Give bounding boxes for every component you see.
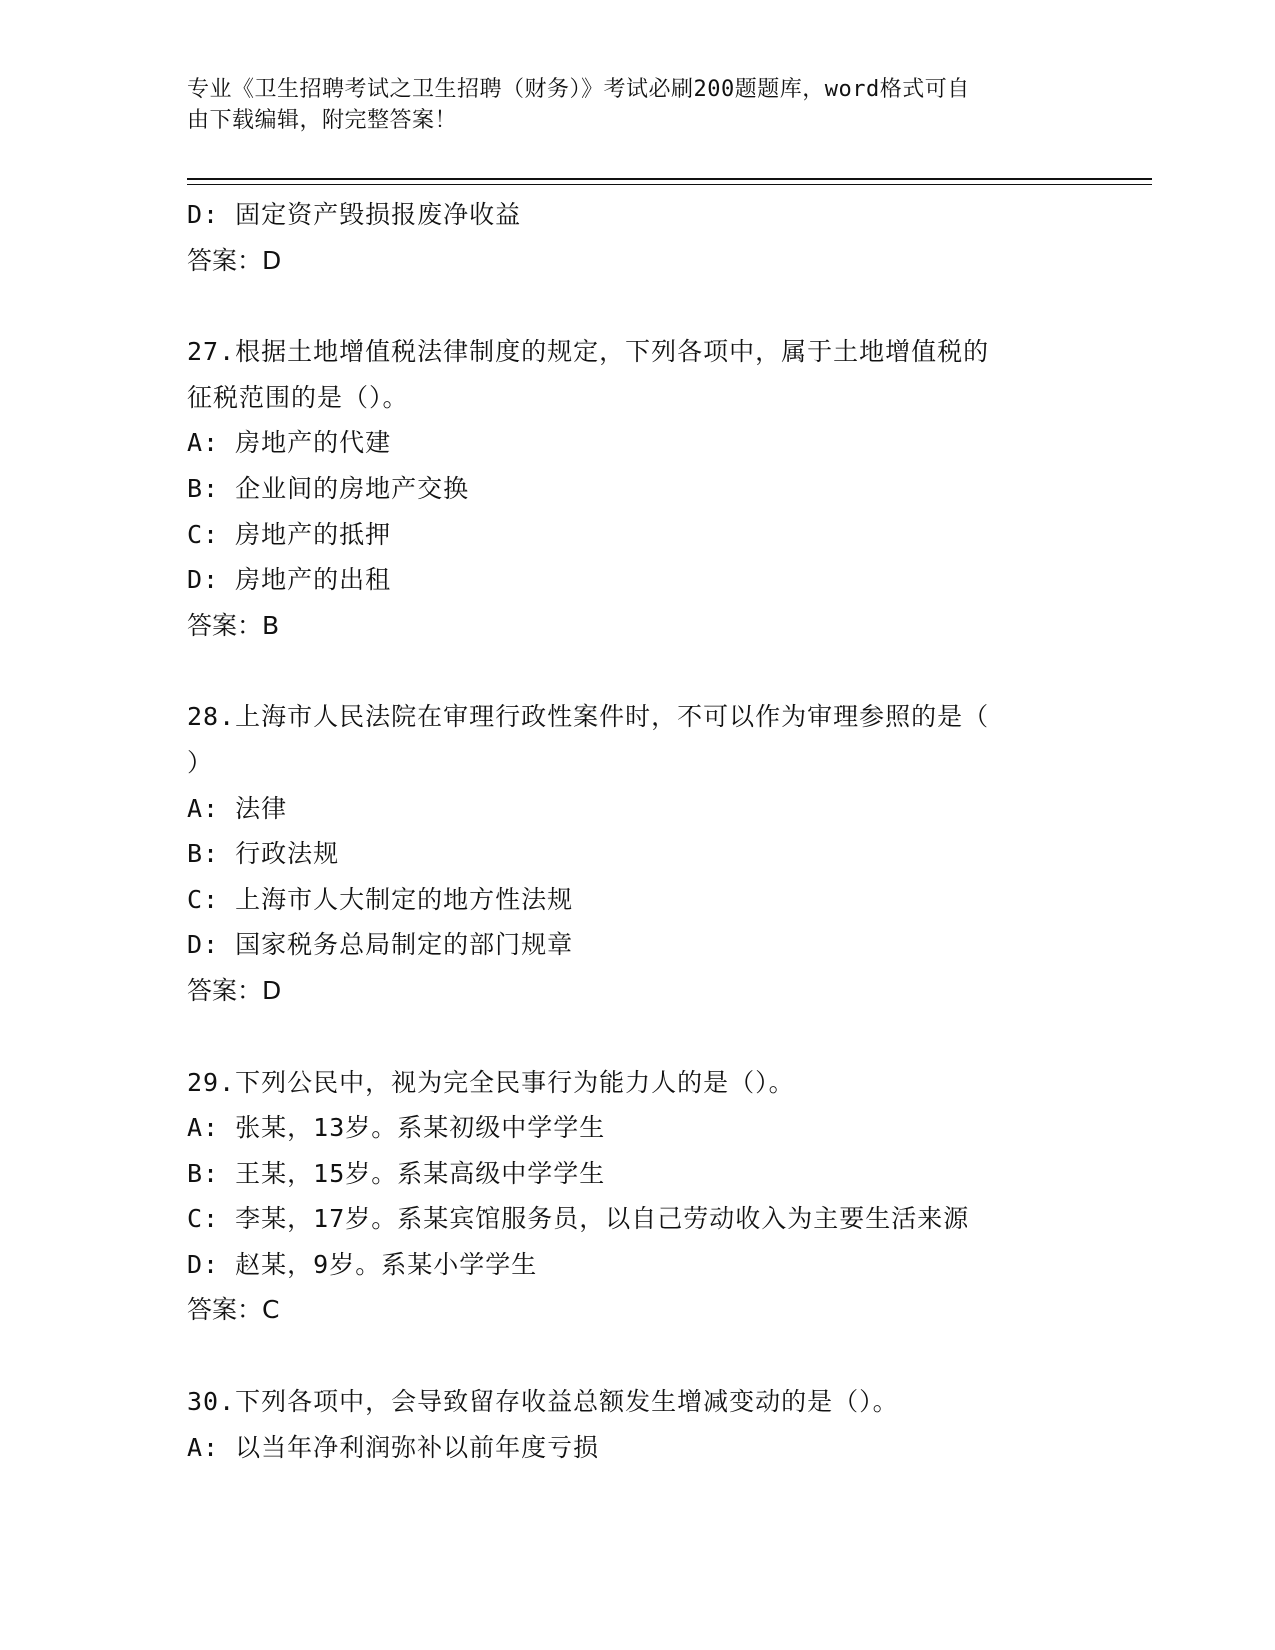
answer-line: 答案：D [187,975,282,1005]
document-header [187,74,1067,136]
option-line: B: 王某，15岁。系某高级中学学生 [187,1158,606,1188]
header-line-2: 由下载编辑，附完整答案！ [187,108,458,133]
question-stem: 29.下列公民中，视为完全民事行为能力人的是（）。 [187,1067,795,1097]
option-line: C: 房地产的抵押 [187,519,392,549]
option-line: A: 以当年净利润弥补以前年度亏损 [187,1432,600,1462]
answer-line: 答案：D [187,245,282,275]
answer-line: 答案：B [187,610,280,640]
question-stem: 30.下列各项中，会导致留存收益总额发生增减变动的是（）。 [187,1387,899,1417]
question-block-29 [187,1060,1107,1334]
header-line-1: 专业《卫生招聘考试之卫生招聘（财务）》考试必刷200题题库，word格式可自 [187,77,970,102]
option-line: D: 房地产的出租 [187,565,392,595]
option-line: D: 固定资产毁损报废净收益 [187,200,522,229]
question-block-27 [187,329,1107,648]
question-stem: ） [187,747,214,777]
answer-line: 答案：C [187,1295,280,1325]
option-line: B: 行政法规 [187,839,340,869]
option-line: A: 张某，13岁。系某初级中学学生 [187,1113,606,1143]
question-stem: 27.根据土地增值税法律制度的规定，下列各项中，属于土地增值税的 [187,337,990,367]
question-block-26-tail [187,192,1107,283]
question-stem: 28.上海市人民法院在审理行政性案件时，不可以作为审理参照的是（ [187,702,990,732]
question-block-28 [187,694,1107,1013]
option-line: C: 上海市人大制定的地方性法规 [187,884,574,914]
option-line: D: 赵某，9岁。系某小学学生 [187,1249,538,1279]
option-line: D: 国家税务总局制定的部门规章 [187,930,574,960]
question-list [187,192,1107,1470]
option-line: A: 法律 [187,793,288,823]
header-divider-thin [187,184,1152,185]
question-stem: 征税范围的是（）。 [187,382,409,412]
option-line: B: 企业间的房地产交换 [187,473,470,503]
option-line: C: 李某，17岁。系某宾馆服务员，以自己劳动收入为主要生活来源 [187,1204,970,1234]
question-block-30 [187,1379,1107,1470]
option-line: A: 房地产的代建 [187,428,392,458]
header-divider-thick [187,178,1152,180]
